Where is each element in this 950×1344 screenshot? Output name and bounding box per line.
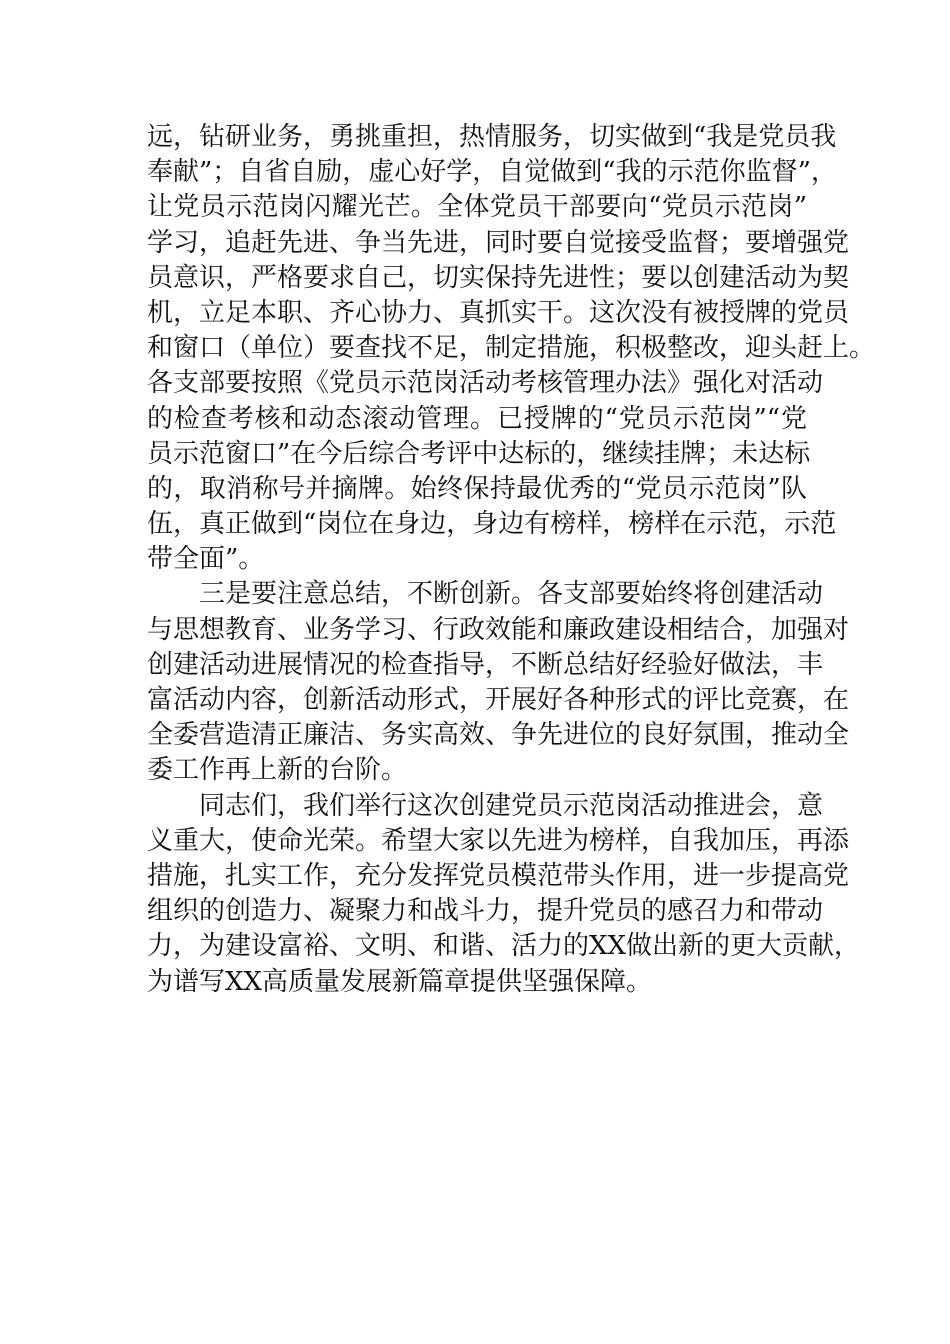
text-line: 三是要注意总结，不断创新。各支部要始终将创建活动	[199, 579, 824, 610]
text-line: 和窗口（单位）要查找不足，制定措施，积极整改，迎头赶上。	[147, 333, 876, 364]
text-line: 委工作再上新的台阶。	[147, 755, 408, 786]
text-line: 学习，追赶先进、争当先进，同时要自觉接受监督；要增强党	[147, 227, 850, 258]
text-line: 奉献”；自省自励，虚心好学，自觉做到“我的示范你监督”，	[147, 157, 837, 188]
text-line: 机，立足本职、齐心协力、真抓实干。这次没有被授牌的党员	[147, 297, 850, 328]
text-line: 员意识，严格要求自己，切实保持先进性；要以创建活动为契	[147, 262, 850, 293]
paragraph-2	[147, 577, 850, 788]
text-line: 各支部要按照《党员示范岗活动考核管理办法》强化对活动	[147, 368, 824, 399]
text-line: 的，取消称号并摘牌。始终保持最优秀的“党员示范岗”队	[147, 473, 807, 504]
text-line: 措施，扎实工作，充分发挥党员模范带头作用，进一步提高党	[147, 860, 850, 891]
text-line: 力，为建设富裕、文明、和谐、活力的XX做出新的更大贡献，	[147, 931, 861, 962]
text-line: 组织的创造力、凝聚力和战斗力，提升党员的感召力和带动	[147, 896, 824, 927]
text-line: 全委营造清正廉洁、务实高效、争先进位的良好氛围，推动全	[147, 720, 850, 751]
text-line: 带全面”。	[147, 544, 265, 575]
document-body	[147, 120, 876, 1000]
text-line: 创建活动进展情况的检查指导，不断总结好经验好做法，丰	[147, 649, 824, 680]
text-line: 让党员示范岗闪耀光芒。全体党员干部要向“党员示范岗”	[147, 192, 807, 223]
text-line: 的检查考核和动态滚动管理。已授牌的“党员示范岗”“党	[147, 403, 807, 434]
text-line: 伍，真正做到“岗位在身边，身边有榜样，榜样在示范，示范	[147, 509, 837, 540]
text-line: 同志们，我们举行这次创建党员示范岗活动推进会，意	[199, 790, 824, 821]
paragraph-1	[147, 120, 876, 577]
paragraph-3	[147, 789, 861, 1000]
text-line: 为谱写XX高质量发展新篇章提供坚强保障。	[147, 966, 653, 997]
text-line: 富活动内容，创新活动形式，开展好各种形式的评比竞赛，在	[147, 685, 850, 715]
text-line: 远，钻研业务，勇挑重担，热情服务，切实做到“我是党员我	[147, 122, 837, 152]
text-line: 与思想教育、业务学习、行政效能和廉政建设相结合，加强对	[147, 614, 850, 645]
text-line: 员示范窗口”在今后综合考评中达标的，继续挂牌；未达标	[147, 438, 811, 469]
text-line: 义重大，使命光荣。希望大家以先进为榜样，自我加压，再添	[147, 825, 850, 856]
